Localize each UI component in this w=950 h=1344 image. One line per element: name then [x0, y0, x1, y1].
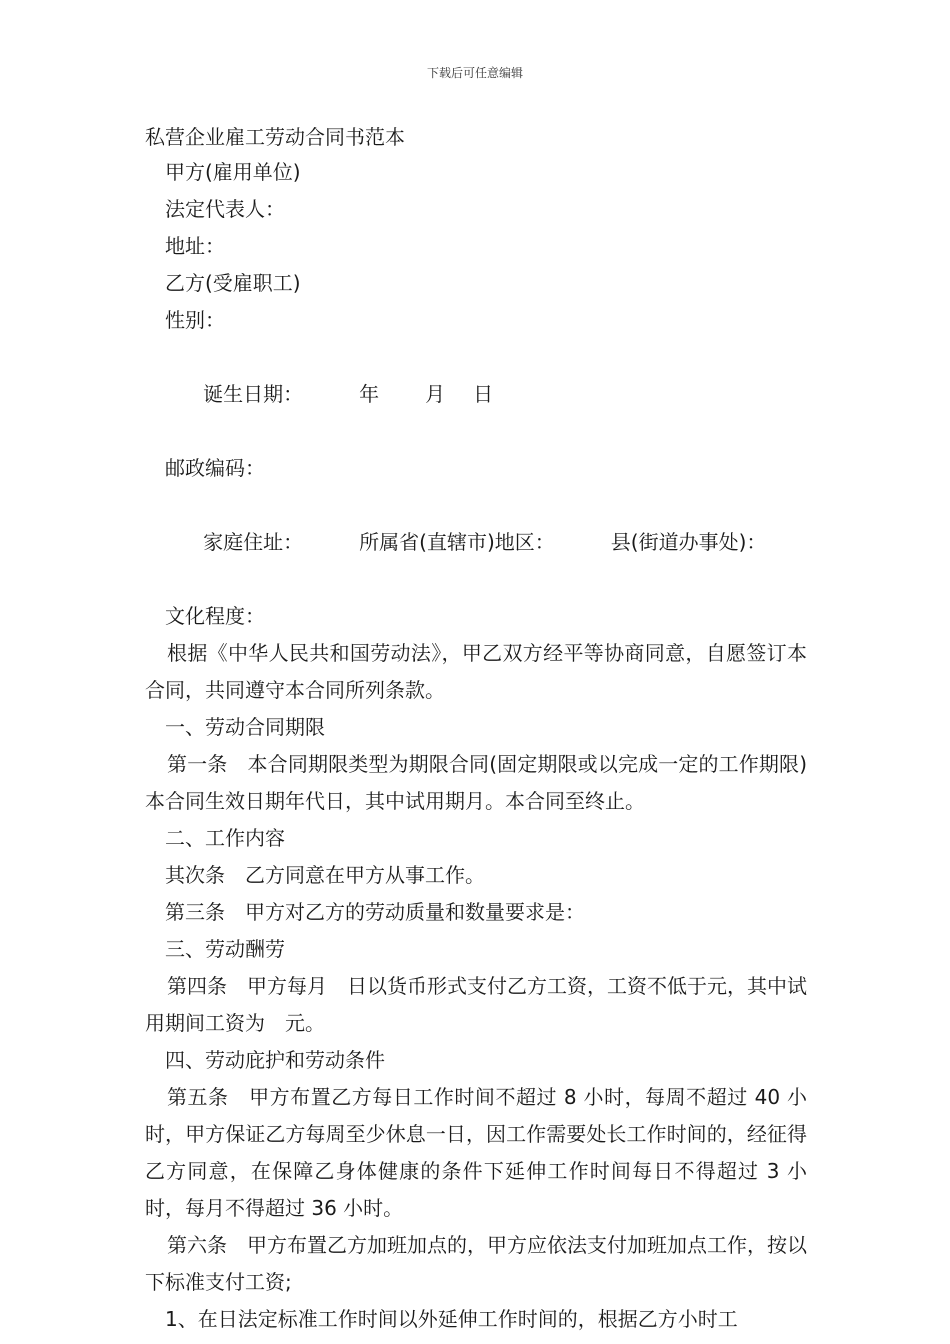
birth-month-label: 月 — [425, 382, 446, 406]
article-6: 第六条 甲方布置乙方加班加点的，甲方应依法支付加班加点工作，按以下标准支付工资; — [145, 1233, 807, 1294]
home-address-line — [145, 487, 807, 598]
county-label: 县(街道办事处)： — [610, 530, 767, 554]
address-line: 地址： — [165, 234, 225, 258]
home-address-label: 家庭住址： — [203, 530, 304, 554]
preamble-paragraph: 根据《中华人民共和国劳动法》，甲乙双方经平等协商同意，自愿签订本合同，共同遵守本合同所列条款。 — [145, 641, 807, 702]
education-line: 文化程度： — [165, 604, 265, 628]
province-label: 所属省(直辖市)地区： — [359, 530, 555, 554]
legal-rep-line: 法定代表人： — [165, 197, 285, 221]
section-heading-pay: 三、劳动酬劳 — [165, 937, 285, 961]
article-1: 第一条 本合同期限类型为期限合同(固定期限或以完成一定的工作期限)本合同生效日期年代日，其中试用期月。本合同至终止。 — [145, 752, 807, 813]
party-a-line: 甲方(雇用单位) — [165, 160, 301, 184]
birth-date-line — [145, 339, 807, 450]
section-heading-work: 二、工作内容 — [165, 826, 285, 850]
section-heading-term: 一、劳动合同期限 — [165, 715, 325, 739]
section-heading-protection: 四、劳动庇护和劳动条件 — [165, 1048, 385, 1072]
birth-day-label: 日 — [473, 382, 494, 406]
gender-line: 性别： — [165, 308, 225, 332]
document-title: 私营企业雇工劳动合同书范本 — [145, 125, 405, 149]
birth-date-label: 诞生日期： — [203, 382, 304, 406]
article-3: 第三条 甲方对乙方的劳动质量和数量要求是： — [165, 900, 585, 924]
postcode-line: 邮政编码： — [165, 456, 265, 480]
header-note: 下载后可任意编辑 — [426, 66, 523, 80]
party-b-line: 乙方(受雇职工) — [165, 271, 301, 295]
article-5: 第五条 甲方布置乙方每日工作时间不超过 8 小时，每周不超过 40 小时，甲方保证乙方每周至少休息一日，因工作需要处长工作时间的，经征得乙方同意，在保障乙身体健康的条件下延伸工作时间每日不得超过 3 小时，每月不得超过 36 小时。 — [145, 1085, 807, 1220]
item-1: 1、在日法定标准工作时间以外延伸工作时间的，根据乙方小时工 — [165, 1307, 738, 1331]
birth-year-label: 年 — [359, 382, 380, 406]
article-2: 其次条 乙方同意在甲方从事工作。 — [165, 863, 485, 887]
contract-body — [145, 122, 807, 1338]
article-4: 第四条 甲方每月 日以货币形式支付乙方工资，工资不低于元，其中试用期间工资为 元。 — [145, 974, 807, 1035]
